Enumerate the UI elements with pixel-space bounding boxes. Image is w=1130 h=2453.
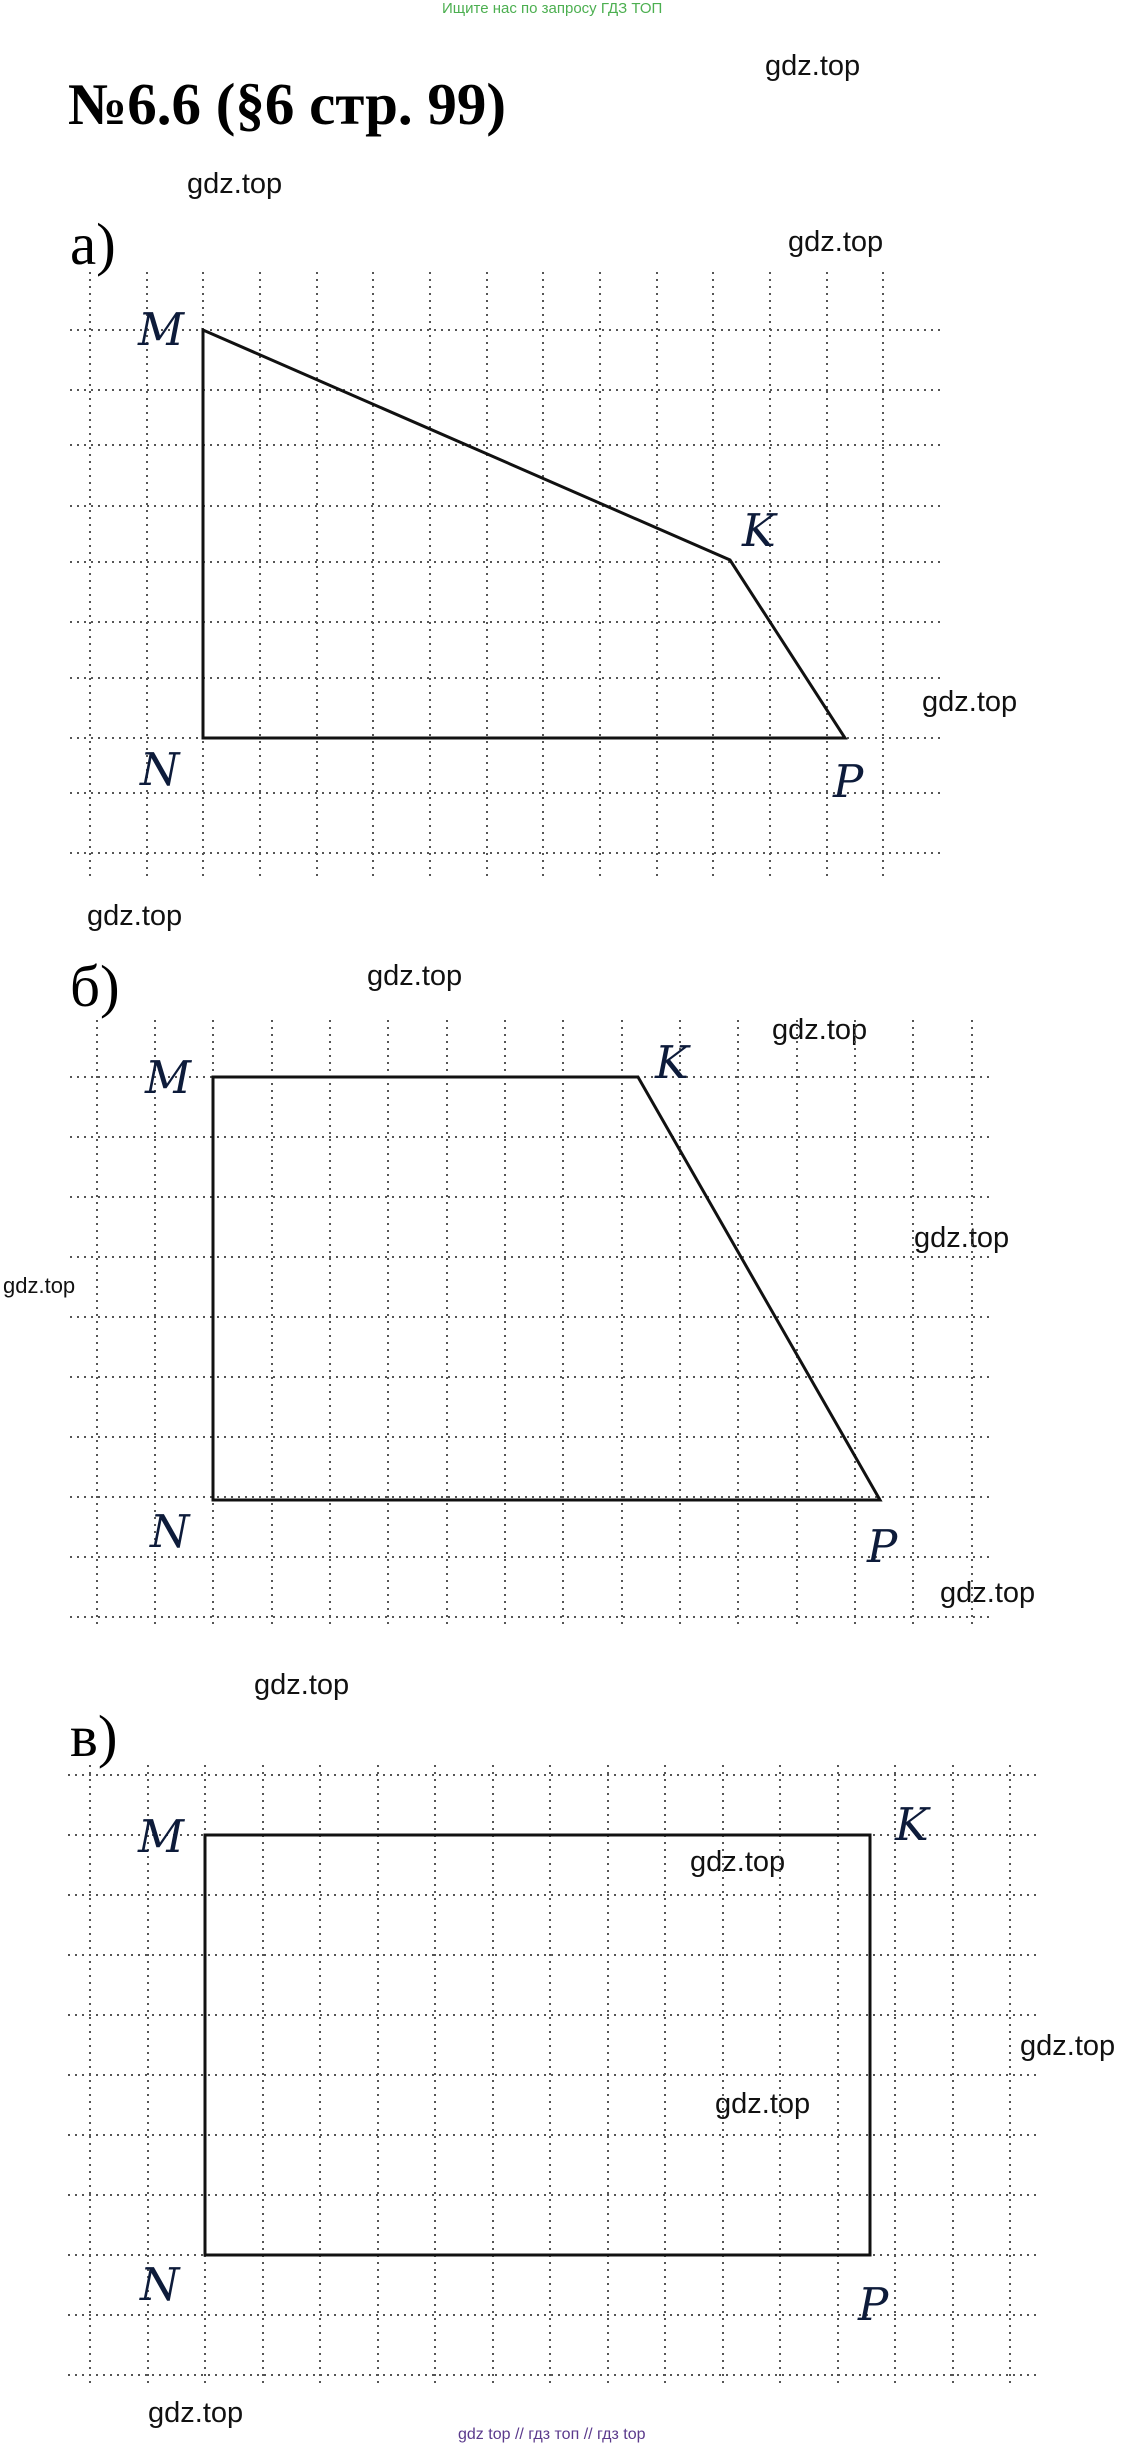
footer-separator: // xyxy=(514,2426,524,2443)
watermark: gdz.top xyxy=(87,900,183,932)
vertex-label-n: N xyxy=(150,1505,190,1558)
watermark: gdz.top xyxy=(148,2397,244,2429)
footer-links xyxy=(458,2426,646,2444)
watermark: gdz.top xyxy=(187,168,283,200)
watermark: gdz.top xyxy=(922,686,1018,718)
watermark: gdz.top xyxy=(788,226,884,258)
footer-link[interactable]: гдз top xyxy=(597,2426,646,2443)
vertex-label-k: K xyxy=(742,504,776,557)
vertex-label-p: P xyxy=(867,1520,898,1573)
vertex-label-n: N xyxy=(140,743,180,796)
footer-separator: // xyxy=(583,2426,593,2443)
search-hint[interactable]: Ищите нас по запросу ГДЗ ТОП xyxy=(442,0,663,17)
vertex-label-p: P xyxy=(858,2278,889,2331)
footer-link[interactable]: gdz top xyxy=(458,2426,511,2443)
vertex-label-m: M xyxy=(145,1051,192,1104)
watermark: gdz.top xyxy=(940,1577,1036,1609)
vertex-label-m: M xyxy=(138,303,185,356)
watermark: gdz.top xyxy=(715,2088,811,2120)
watermark: gdz.top xyxy=(254,1669,350,1701)
grid-v xyxy=(68,1765,1040,2385)
page-title: №6.6 (§6 стр. 99) xyxy=(68,71,507,137)
watermark: gdz.top xyxy=(765,50,861,82)
vertex-label-k: K xyxy=(655,1036,689,1089)
watermark: gdz.top xyxy=(914,1222,1010,1254)
part-label-a: а) xyxy=(70,211,116,277)
vertex-label-m: M xyxy=(138,1810,185,1863)
part-label-b: б) xyxy=(70,953,120,1019)
vertex-label-n: N xyxy=(140,2258,180,2311)
vertex-label-p: P xyxy=(833,755,864,808)
watermark: gdz.top xyxy=(3,1273,76,1298)
vertex-label-k: K xyxy=(895,1798,929,1851)
watermark: gdz.top xyxy=(1020,2030,1116,2062)
watermark: gdz.top xyxy=(367,960,463,992)
part-label-v: в) xyxy=(70,1703,118,1769)
watermark: gdz.top xyxy=(690,1846,786,1878)
footer-link[interactable]: гдз топ xyxy=(528,2426,580,2443)
rectangle-mkpn-v xyxy=(205,1835,870,2255)
watermark: gdz.top xyxy=(772,1014,868,1046)
